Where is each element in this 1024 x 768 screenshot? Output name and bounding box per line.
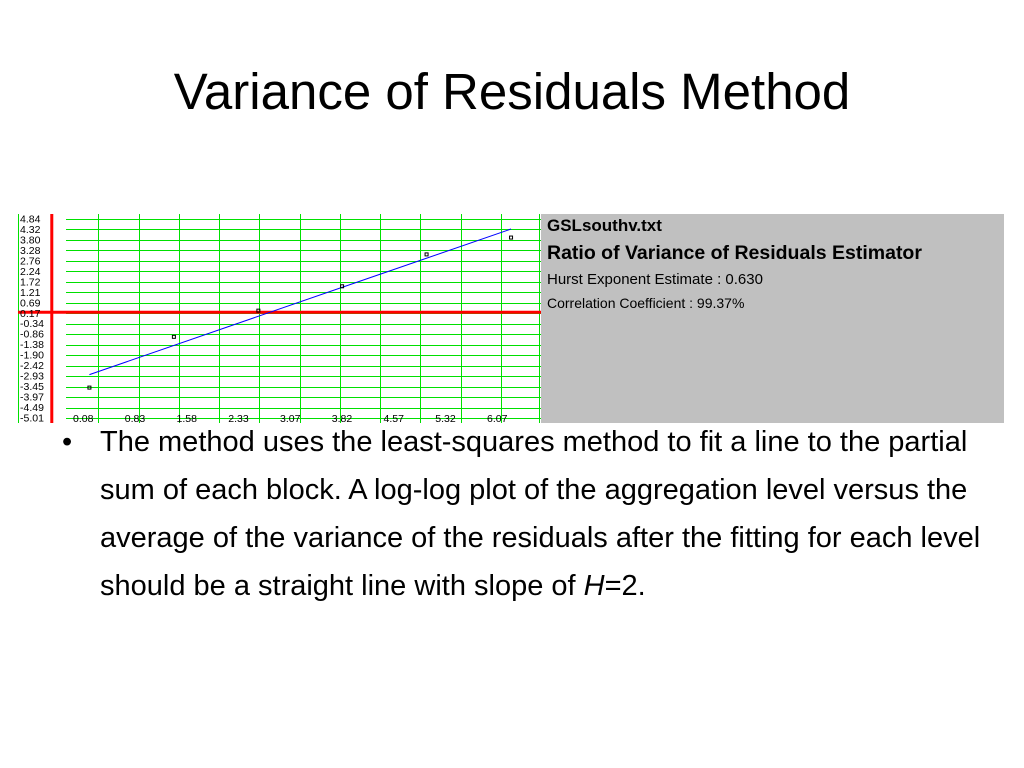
x-tick-label: 0.08 bbox=[73, 413, 94, 423]
y-tick-label: -0.34 bbox=[20, 318, 44, 331]
file-name: GSLsouthv.txt bbox=[547, 216, 662, 235]
x-tick-label: 3.82 bbox=[331, 413, 353, 423]
y-tick-label: 3.28 bbox=[20, 244, 41, 257]
y-tick-label: 1.21 bbox=[20, 286, 41, 299]
correlation-coefficient: Correlation Coefficient : 99.37% bbox=[547, 295, 745, 311]
y-tick-label: 0.17 bbox=[20, 307, 41, 320]
bullet-marker: • bbox=[62, 426, 73, 458]
y-tick-label: 2.24 bbox=[20, 265, 41, 278]
y-tick-label: 4.84 bbox=[20, 214, 41, 226]
y-tick-label: 2.76 bbox=[20, 255, 41, 268]
y-tick-label: -1.38 bbox=[20, 339, 44, 352]
y-tick-label: -2.42 bbox=[20, 360, 44, 373]
y-tick-label: -0.86 bbox=[20, 328, 44, 341]
x-tick-label: 3.07 bbox=[280, 413, 301, 423]
x-tick-label: 6.07 bbox=[487, 413, 508, 423]
y-tick-label: -3.45 bbox=[20, 381, 44, 394]
y-tick-label: 0.69 bbox=[20, 297, 41, 310]
estimator-info-panel bbox=[541, 214, 1004, 423]
x-tick-label: 2.33 bbox=[228, 413, 249, 423]
y-tick-label: -4.49 bbox=[20, 402, 44, 415]
slide-title: Variance of Residuals Method bbox=[173, 63, 851, 120]
residuals-chart bbox=[18, 214, 541, 423]
x-tick-label: 5.32 bbox=[435, 413, 456, 423]
y-tick-label: -1.90 bbox=[20, 349, 44, 362]
y-tick-label: -5.01 bbox=[20, 412, 44, 423]
x-tick-label: 1.58 bbox=[176, 413, 197, 423]
y-tick-label: 1.72 bbox=[20, 276, 41, 289]
y-tick-label: -2.93 bbox=[20, 370, 44, 383]
bullet-text-end: =2. bbox=[604, 570, 646, 602]
bullet-text-main: The method uses the least-squares method to fit a line to the partial sum of each block. A log-log plot of the aggregation level versus the average of the variance of the residuals after the fitting for each level should be a straight line with slope of bbox=[100, 426, 981, 602]
bullet-text-italic: H bbox=[583, 570, 605, 602]
y-tick-label: 4.32 bbox=[20, 223, 41, 236]
x-tick-label: 4.57 bbox=[383, 413, 404, 423]
y-tick-label: 3.80 bbox=[20, 234, 41, 247]
bullet-text bbox=[100, 418, 990, 610]
y-tick-label: -3.97 bbox=[20, 391, 44, 404]
hurst-estimate: Hurst Exponent Estimate : 0.630 bbox=[547, 271, 763, 288]
estimator-name: Ratio of Variance of Residuals Estimator bbox=[547, 242, 922, 264]
x-tick-label: 0.83 bbox=[124, 413, 146, 423]
